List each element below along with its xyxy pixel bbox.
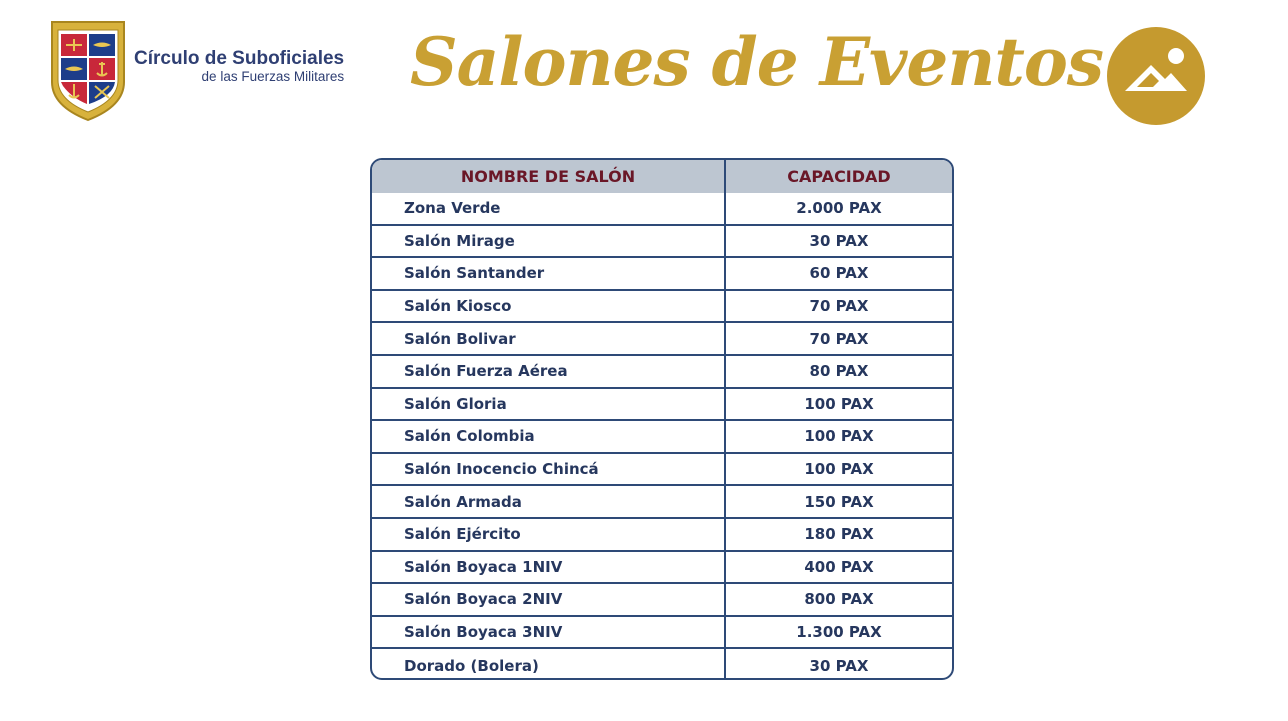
table-row: [372, 617, 952, 650]
table-row: [372, 519, 952, 552]
brand-subtitle: de las Fuerzas Militares: [201, 69, 345, 84]
salon-capacity: 100 PAX: [804, 460, 874, 479]
salon-capacity: 1.300 PAX: [796, 623, 882, 642]
table-row: [372, 421, 952, 454]
salon-name: Salón Kiosco: [372, 291, 726, 322]
salon-capacity: 80 PAX: [809, 362, 869, 381]
salon-name: Zona Verde: [372, 193, 726, 224]
salon-name: Salón Colombia: [372, 421, 726, 452]
table-row: [372, 193, 952, 226]
salon-capacity: 70 PAX: [809, 329, 869, 348]
page-title: Salones de Eventos: [410, 23, 1104, 101]
salon-name: Salón Bolivar: [372, 323, 726, 354]
brand-logo[interactable]: [46, 16, 344, 124]
table-row: [372, 258, 952, 291]
salon-name: Salón Mirage: [372, 226, 726, 257]
salon-name: Salón Boyaca 2NIV: [372, 584, 726, 615]
gallery-button[interactable]: [1107, 27, 1205, 125]
mountain-image-icon: [1107, 27, 1205, 125]
salon-name: Salón Boyaca 1NIV: [372, 552, 726, 583]
shield-emblem-icon: [46, 16, 130, 124]
brand-name: Círculo de Suboficiales: [134, 48, 345, 69]
table-row: [372, 291, 952, 324]
table-row: [372, 454, 952, 487]
header-salon-name: NOMBRE DE SALÓN: [372, 160, 726, 193]
salon-capacity: 150 PAX: [804, 492, 874, 511]
salons-table: [370, 158, 954, 680]
salon-name: Salón Ejército: [372, 519, 726, 550]
salon-capacity: 30 PAX: [809, 231, 869, 250]
salon-name: Dorado (Bolera): [372, 649, 726, 680]
salon-capacity: 400 PAX: [804, 557, 874, 576]
salon-name: Salón Inocencio Chincá: [372, 454, 726, 485]
table-row: [372, 649, 952, 680]
table-row: [372, 323, 952, 356]
table-row: [372, 584, 952, 617]
salon-name: Salón Santander: [372, 258, 726, 289]
salon-name: Salón Boyaca 3NIV: [372, 617, 726, 648]
table-row: [372, 486, 952, 519]
table-row: [372, 552, 952, 585]
salon-capacity: 60 PAX: [809, 264, 869, 283]
salon-capacity: 180 PAX: [804, 525, 874, 544]
table-row: [372, 389, 952, 422]
salon-capacity: 100 PAX: [804, 394, 874, 413]
salon-name: Salón Armada: [372, 486, 726, 517]
salon-capacity: 100 PAX: [804, 427, 874, 446]
salon-capacity: 30 PAX: [809, 656, 869, 675]
header-capacity: CAPACIDAD: [787, 167, 891, 186]
salon-capacity: 800 PAX: [804, 590, 874, 609]
salon-name: Salón Gloria: [372, 389, 726, 420]
salon-name: Salón Fuerza Aérea: [372, 356, 726, 387]
table-row: [372, 226, 952, 259]
table-header-row: [372, 160, 952, 193]
salon-capacity: 2.000 PAX: [796, 199, 882, 218]
table-row: [372, 356, 952, 389]
salon-capacity: 70 PAX: [809, 297, 869, 316]
